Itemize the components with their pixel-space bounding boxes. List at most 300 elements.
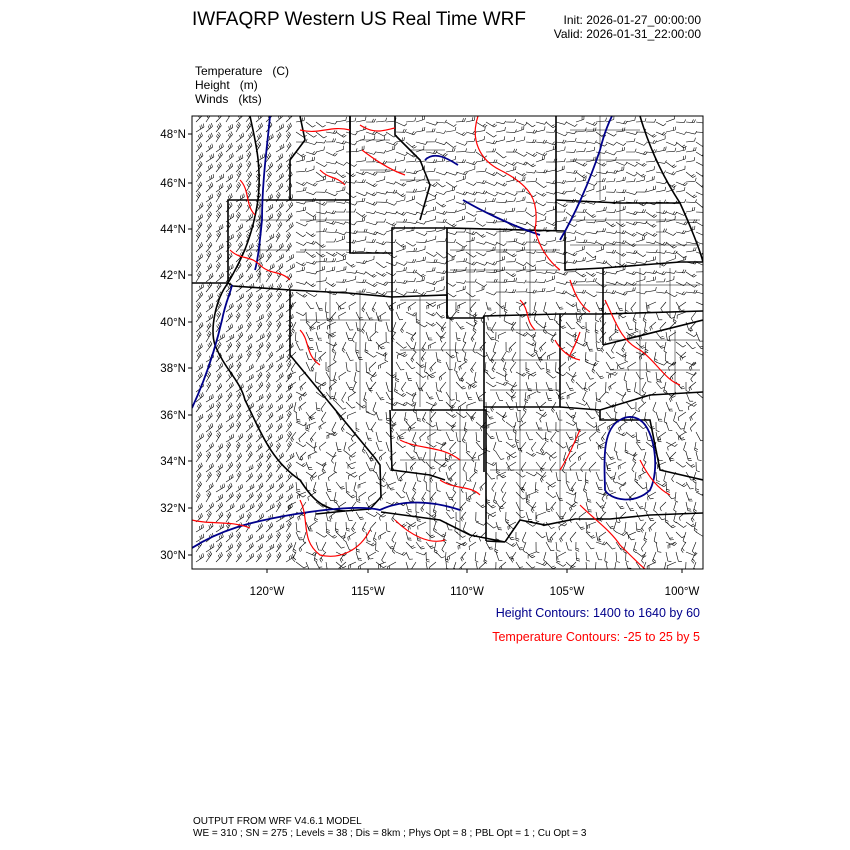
wind-barb [646,250,657,253]
wind-barb [246,151,251,162]
wind-barb [684,422,687,433]
wind-barb [236,471,241,482]
wind-barb [556,302,563,309]
wind-barb [336,542,345,548]
wind-barb [576,209,586,212]
wind-barb [456,118,466,122]
wind-barb [349,452,356,461]
lat-tick-label: 48°N [160,129,186,141]
wind-barb [506,552,514,559]
wind-barb [516,247,525,252]
wind-barb [276,543,281,552]
wind-barb [426,150,437,153]
wind-barb [536,182,547,188]
wind-barb [364,392,367,403]
wind-barb [276,482,283,492]
wind-barb [276,423,282,432]
wind-barb [469,542,476,550]
wind-barb [276,113,282,122]
wind-barb [346,402,355,408]
wind-barb [356,402,366,408]
wind-barb [476,252,486,256]
wind-barb [378,342,386,350]
height-contour-caption: Height Contours: 1400 to 1640 by 60 [495,606,700,620]
wind-barb [492,362,496,372]
wind-barb [236,332,243,342]
wind-barb [382,552,386,563]
wind-barb [606,178,615,182]
wind-barb [463,522,466,532]
wind-barb [546,362,550,372]
wind-barb [466,162,477,165]
wind-barb [246,123,251,132]
wind-barb [586,157,596,163]
wind-barb [496,522,502,530]
wind-barb [456,205,466,212]
wind-barb [412,492,416,502]
wind-barb [336,186,345,192]
wind-barb [336,252,347,257]
wind-barb [286,142,291,152]
wind-barb [286,222,293,232]
wind-barb [576,342,587,346]
wind-barb [246,543,253,552]
wind-barb [366,432,372,440]
wind-barb [584,382,587,392]
wind-barb [520,442,526,452]
wind-barb [686,199,697,202]
wind-barb [316,252,325,257]
wind-barb [496,249,507,252]
wind-barb [686,522,696,527]
wind-barb [550,462,556,472]
wind-barb [266,171,272,182]
wind-barb [416,146,424,152]
wind-barb [359,472,366,480]
wind-barb [326,482,331,492]
wind-barb [446,196,454,203]
wind-barb [644,412,647,422]
wind-barb [346,382,354,390]
wind-barb [546,249,556,252]
wind-barb [216,524,224,533]
wind-barb [236,442,240,452]
wind-barb [550,532,556,541]
wind-barb [440,332,446,342]
wind-barb [436,142,447,145]
wind-barb [336,279,346,282]
wind-barb [696,129,707,132]
wind-barb [396,192,406,197]
wind-barb [346,276,356,282]
wind-barb [296,249,306,252]
wind-barb [356,322,361,331]
lat-tick-label: 34°N [160,456,186,468]
wind-barb [546,271,557,274]
wind-barb [456,322,465,329]
wind-barb [206,293,213,302]
wind-barb [686,192,697,198]
wind-barb [676,187,685,192]
wind-barb [571,372,576,383]
wind-barb [386,322,392,331]
wind-barb [526,382,532,391]
field-label-temperature: Temperature (C) [195,64,290,78]
wind-barb [366,362,370,373]
wind-barb [636,442,645,450]
wind-barb [346,542,353,550]
wind-barb [406,312,417,316]
wind-barb [456,247,464,252]
wind-barb [576,522,585,529]
wind-barb [654,502,657,512]
wind-barb [296,201,306,204]
wind-barb [440,382,446,393]
wind-barb [370,522,376,532]
wind-barb [644,532,647,542]
wind-barb [308,422,316,429]
wind-barb [534,312,537,322]
wind-barb [236,553,242,562]
wind-barb [526,342,536,346]
wind-barb [686,382,689,392]
wind-barb [586,240,597,243]
wind-barb [196,372,202,382]
wind-barb [606,382,609,393]
wind-barb [410,462,416,471]
wind-barb [546,382,553,391]
wind-barb [266,472,272,482]
wind-barb [626,287,635,292]
wind-barb [352,522,357,532]
wind-barb [636,482,646,489]
wind-barb [476,522,486,525]
wind-barb [286,361,291,372]
wind-barb [526,250,536,253]
wind-barb [306,562,313,571]
wind-barb [536,122,547,125]
wind-barb [506,130,517,133]
wind-barb [636,402,639,412]
wind-barb [636,172,646,177]
wind-barb [576,382,586,389]
wind-barb [336,266,346,272]
wind-barb [286,232,291,242]
wind-barb [631,302,636,312]
wind-barb [416,116,425,122]
wind-barb [236,412,241,423]
wind-barb [451,312,456,322]
wind-barb [246,451,252,462]
wind-barb [576,302,581,312]
wind-barb [436,322,446,329]
wind-barb [376,132,387,136]
wind-barb [511,382,516,393]
wind-barb [276,291,282,302]
wind-barb [516,208,526,212]
wind-barb [646,372,651,382]
wind-barb [196,161,202,172]
wind-barb [462,342,466,352]
wind-barb [316,402,320,411]
wind-barb [546,276,554,283]
wind-barb [676,156,685,163]
wind-barb [206,431,212,442]
wind-barb [356,179,366,182]
wind-barb [310,432,316,442]
wind-barb [306,142,317,145]
wind-barb [276,173,284,182]
wind-barb [666,212,677,215]
wind-barb [266,252,272,262]
wind-barb [236,303,242,312]
wind-barb [666,532,674,540]
wind-barb [196,414,203,422]
wind-barb [196,463,202,472]
wind-barb [586,542,594,549]
wind-barb [496,382,507,385]
wind-barb [226,124,233,132]
wind-barb [456,175,465,182]
wind-barb [614,442,617,452]
wind-barb [348,412,356,419]
wind-barb [286,243,292,252]
wind-barb [619,472,626,480]
wind-barb [196,142,202,152]
wind-barb [556,412,562,420]
wind-barb [413,482,416,492]
wind-barb [636,151,647,154]
wind-barb [666,251,677,254]
wind-barb [371,372,377,382]
wind-barb [639,472,646,479]
wind-barb [411,332,416,342]
wind-barb [596,171,608,174]
wind-barb [456,372,463,381]
wind-barb [236,312,240,322]
wind-barb [226,552,232,563]
wind-barb [446,127,456,132]
wind-barb [226,213,234,222]
wind-barb [226,483,232,492]
wind-barb [498,332,506,339]
wind-barb [356,198,365,202]
wind-barb [206,263,212,272]
wind-barb [502,492,506,502]
wind-barb [566,492,576,495]
wind-barb [676,142,687,148]
wind-barb [551,432,556,442]
wind-barb [571,482,576,492]
wind-barb [406,177,415,182]
wind-barb [296,187,306,192]
wind-barb [536,512,539,522]
wind-barb [366,282,377,287]
wind-barb [616,222,625,227]
wind-barb [556,132,567,136]
wind-barb [585,352,588,363]
wind-barb [696,120,707,123]
wind-barb [426,532,435,538]
wind-barb [246,172,252,183]
wind-barb [613,472,616,483]
wind-barb [356,312,363,320]
wind-barb [313,482,316,493]
wind-barb [546,492,556,498]
wind-barb [376,169,386,172]
field-label-winds: Winds (kts) [195,92,262,106]
wind-barb [216,132,221,142]
wind-barb [366,222,378,225]
wind-barb [434,452,437,463]
wind-barb [376,262,387,268]
wind-barb [633,542,636,553]
wind-barb [476,127,485,132]
wind-barb [656,332,665,339]
wind-barb [566,230,576,233]
wind-barb [536,362,544,369]
wind-barb [436,552,445,558]
wind-barb [206,174,214,182]
wind-barb [606,282,617,285]
wind-barb [576,552,580,561]
wind-barb [430,412,436,422]
wind-barb [319,422,326,430]
wind-barb [356,117,366,122]
wind-barb [316,302,323,310]
wind-barb [286,403,293,412]
wind-barb [660,372,666,383]
wind-barb [676,382,685,389]
wind-barb [506,258,516,262]
wind-barb [306,157,315,162]
wind-barb [366,182,377,187]
wind-barb [474,462,477,473]
wind-barb [317,322,326,330]
wind-barb [286,332,292,343]
wind-barb [406,289,417,292]
wind-barb [556,542,560,551]
wind-barb [436,276,444,282]
wind-barb [526,352,536,357]
wind-barb [596,392,600,402]
wind-barb [226,353,233,362]
wind-barb [516,412,521,422]
wind-barb [216,494,223,502]
wind-barb [319,352,326,362]
wind-barb [316,332,322,340]
wind-barb [276,363,282,372]
wind-barb [493,342,496,354]
wind-barb [416,542,425,549]
wind-barb [206,382,211,392]
wind-barb [486,502,496,508]
wind-barb [616,502,624,509]
wind-barb [308,452,316,459]
wind-barb [276,163,282,172]
wind-barb [276,303,284,312]
wind-barb [556,140,566,143]
wind-barb [346,148,357,152]
wind-barb [226,474,233,482]
lat-tick-label: 38°N [160,363,186,375]
wind-barb [506,166,516,172]
wind-barb [216,162,222,172]
wind-barb [486,279,497,282]
wind-barb [476,282,487,287]
wind-barb [286,113,293,122]
wind-barb [428,342,436,349]
wind-barb [462,432,466,443]
wind-barb [406,270,417,273]
wind-barb [276,124,284,132]
wind-barb [196,292,203,302]
wind-barb [336,146,344,152]
wind-barb [583,482,586,493]
wind-barb [316,342,322,352]
wind-barb [546,562,556,569]
wind-barb [266,503,274,512]
wind-barb [586,292,597,297]
wind-barb [256,502,263,512]
wind-barb [526,152,537,157]
wind-barb [206,331,211,342]
wind-barb [527,492,536,499]
wind-barb [206,314,213,322]
wind-barb [551,502,556,512]
wind-barb [526,162,536,167]
wind-barb [401,382,406,392]
wind-barb [206,551,212,562]
wind-barb [400,472,407,482]
wind-barb [646,270,657,273]
wind-barb [526,512,533,521]
wind-barb [286,431,292,442]
wind-barb [386,146,395,152]
wind-barb [513,422,516,434]
wind-barb [686,207,695,212]
wind-barb [506,192,517,196]
wind-barb [526,170,536,173]
wind-barb [346,482,350,492]
wind-barb [346,222,356,225]
wind-barb [496,432,502,441]
wind-barb [216,244,223,253]
wind-barb [450,472,456,482]
wind-barb [647,302,656,309]
wind-barb [661,302,666,312]
wind-barb [434,512,437,522]
wind-barb [334,372,337,383]
wind-barb [486,382,496,387]
wind-barb [226,462,233,472]
wind-barb [406,452,416,459]
wind-barb [616,142,626,146]
wind-barb [276,254,284,262]
wind-barb [496,121,506,124]
wind-barb [366,202,377,205]
wind-barb [326,492,334,501]
wind-barb [319,472,327,480]
wind-barb [576,272,586,277]
wind-barb [686,178,696,182]
wind-barb [596,260,607,263]
init-time: Init: 2026-01-27_00:00:00 [563,13,701,27]
wind-barb [616,206,625,212]
wind-barb [401,322,406,333]
wind-barb [316,266,325,272]
wind-barb [376,412,382,420]
